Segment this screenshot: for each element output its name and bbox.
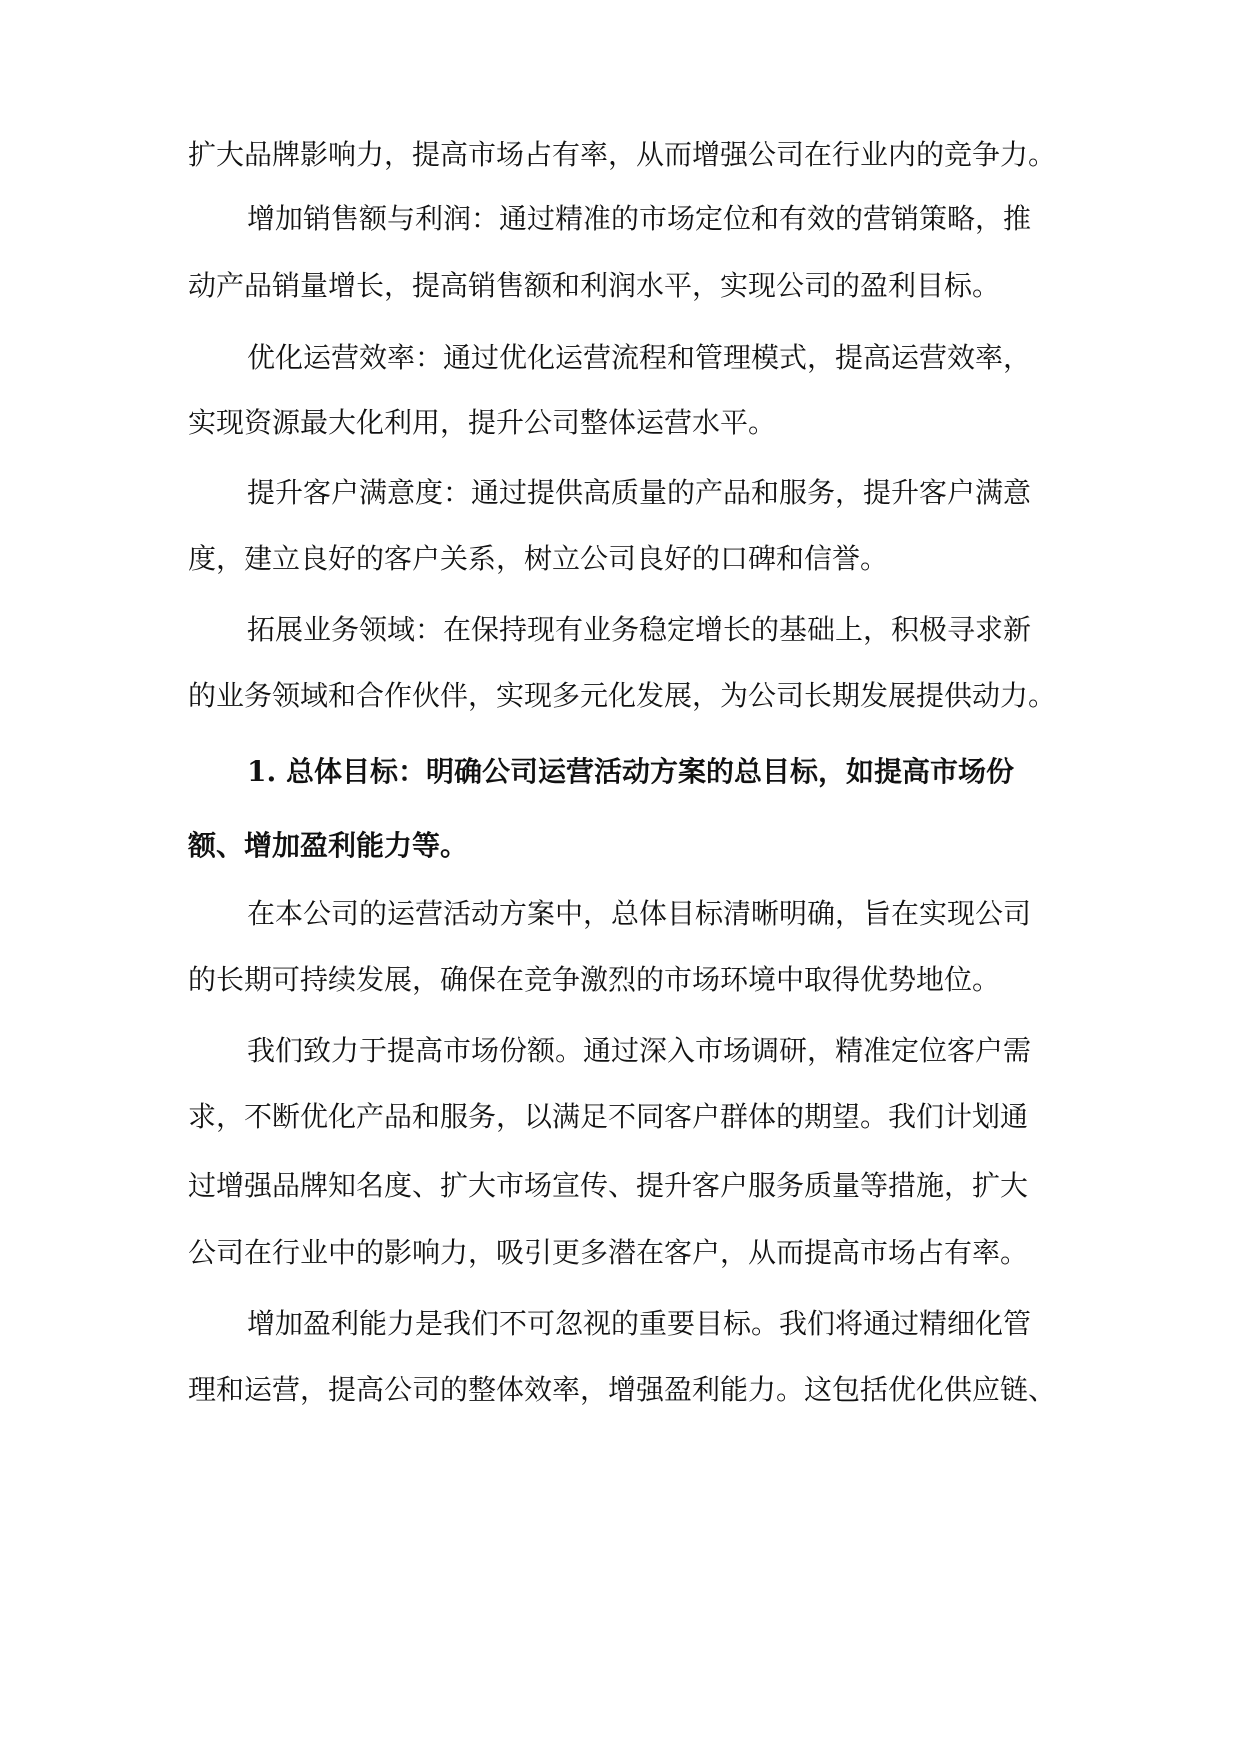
paragraph-line: 度，建立良好的客户关系，树立公司良好的口碑和信誉。 [188, 542, 889, 575]
paragraph-line: 在本公司的运营活动方案中，总体目标清晰明确，旨在实现公司 [247, 897, 1032, 930]
section-heading-line [247, 752, 1014, 792]
paragraph-line: 公司在行业中的影响力，吸引更多潜在客户，从而提高市场占有率。 [188, 1236, 1029, 1269]
paragraph-line: 扩大品牌影响力，提高市场占有率，从而增强公司在行业内的竞争力。 [188, 138, 1057, 171]
section-heading-line: 额、增加盈利能力等。 [188, 829, 469, 862]
section-number: 1. [247, 755, 277, 788]
paragraph-line: 优化运营效率：通过优化运营流程和管理模式，提高运营效率， [247, 341, 1032, 374]
paragraph-line: 实现资源最大化利用，提升公司整体运营水平。 [188, 406, 777, 439]
paragraph-line: 拓展业务领域：在保持现有业务稳定增长的基础上，积极寻求新 [247, 613, 1032, 646]
paragraph-line: 增加销售额与利润：通过精准的市场定位和有效的营销策略，推 [247, 202, 1032, 235]
paragraph-line: 理和运营，提高公司的整体效率，增强盈利能力。这包括优化供应链、 [188, 1373, 1057, 1406]
paragraph-line: 提升客户满意度：通过提供高质量的产品和服务，提升客户满意 [247, 476, 1032, 509]
paragraph-line: 的业务领域和合作伙伴，实现多元化发展，为公司长期发展提供动力。 [188, 679, 1057, 712]
section-heading-text: 总体目标：明确公司运营活动方案的总目标，如提高市场份 [285, 755, 1014, 788]
paragraph-line: 求，不断优化产品和服务，以满足不同客户群体的期望。我们计划通 [188, 1100, 1029, 1133]
paragraph-line: 增加盈利能力是我们不可忽视的重要目标。我们将通过精细化管 [247, 1307, 1032, 1340]
paragraph-line: 的长期可持续发展，确保在竞争激烈的市场环境中取得优势地位。 [188, 963, 1001, 996]
paragraph-line: 我们致力于提高市场份额。通过深入市场调研，精准定位客户需 [247, 1034, 1032, 1067]
paragraph-line: 动产品销量增长，提高销售额和利润水平，实现公司的盈利目标。 [188, 269, 1001, 302]
paragraph-line: 过增强品牌知名度、扩大市场宣传、提升客户服务质量等措施，扩大 [188, 1169, 1029, 1202]
